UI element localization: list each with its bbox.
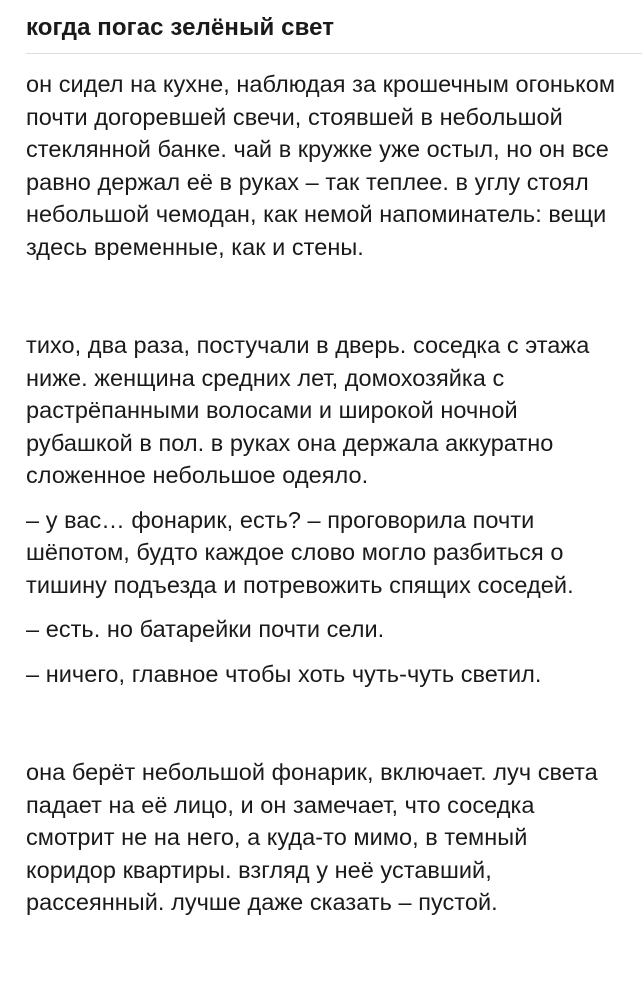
paragraph-kitchen: он сидел на кухне, наблюдая за крошечным огоньком почти догоревшей свечи, стоявшей в небольшой стеклянной банке. чай в кружке уже остыл, но он все равно держал её в руках – так теплее. в углу стоял небольшой чемодан, как немой напоминатель: вещи здесь временные, как и стены. bbox=[26, 71, 616, 260]
note-title: когда погас зелёный свет bbox=[26, 14, 335, 41]
paragraph-knock: тихо, два раза, постучали в дверь. соседка с этажа ниже. женщина средних лет, домохозяйка с растрёпанными волосами и широкой ночной рубашкой в пол. в руках она держала аккуратно сложенное небольшое одеяло. bbox=[26, 332, 590, 488]
paragraph-flashlight: она берёт небольшой фонарик, включает. луч света падает на её лицо, и он замечает, что соседка смотрит не на него, а куда-то мимо, в темный коридор квартиры. взгляд у неё уставший, рассеянный. лучше даже сказать – пустой. bbox=[26, 759, 598, 915]
title-divider bbox=[26, 53, 642, 54]
dialogue-flashlight-question: – у вас… фонарик, есть? – проговорила почти шёпотом, будто каждое слово могло разбиться о тишину подъезда и потревожить спящих соседей. bbox=[26, 506, 574, 598]
dialogue-batteries: – есть. но батарейки почти сели. bbox=[26, 616, 385, 642]
dialogue-light: – ничего, главное чтобы хоть чуть-чуть светил. bbox=[26, 660, 542, 687]
